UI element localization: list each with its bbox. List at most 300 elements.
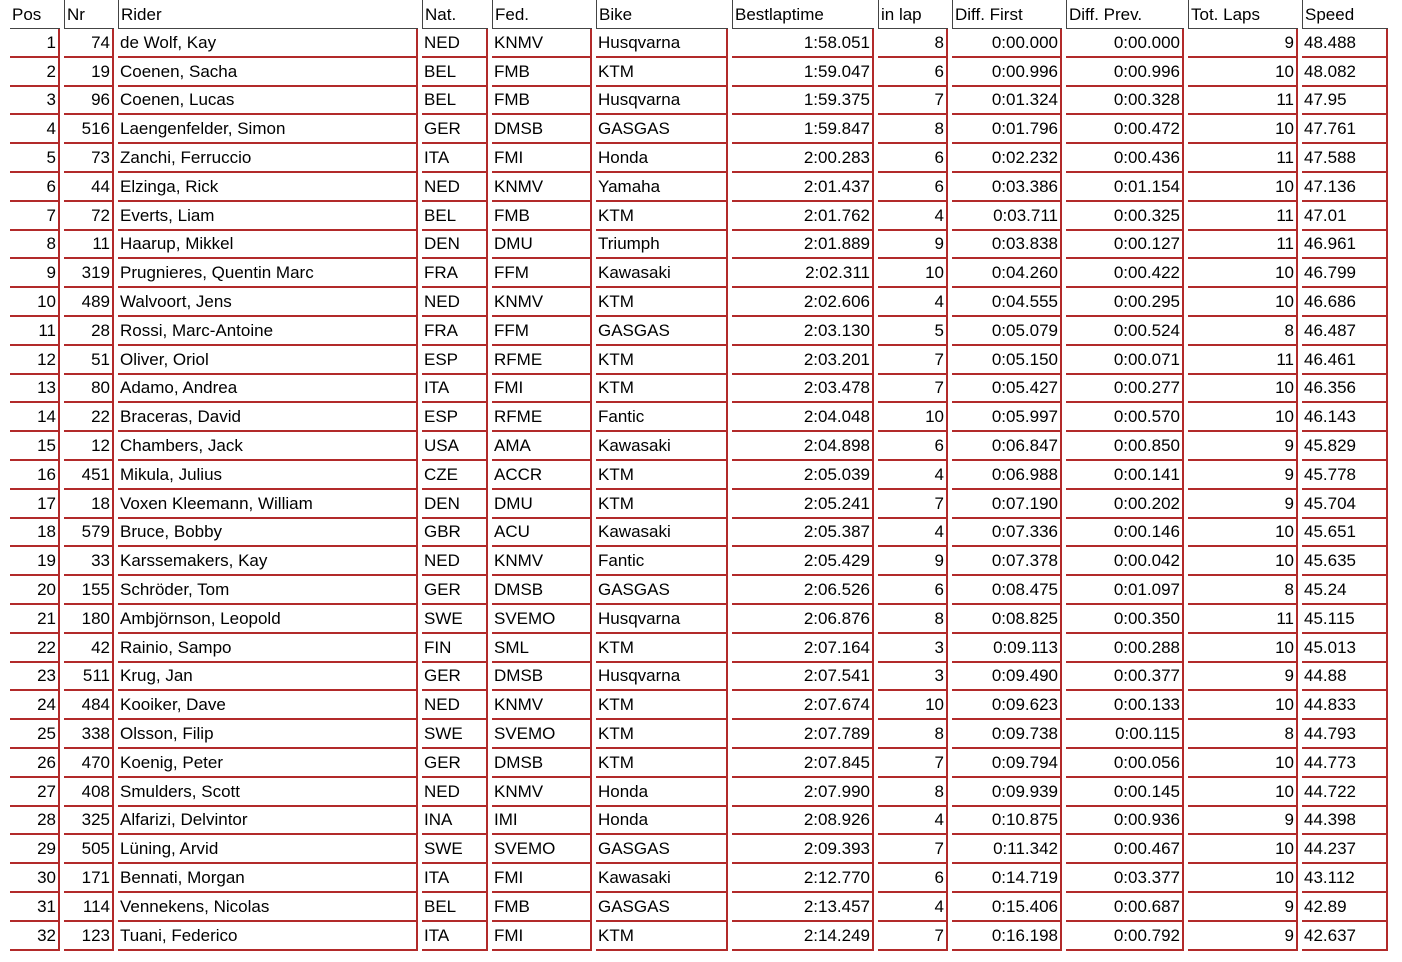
cell-diff-first: 0:07.336 [952, 519, 1062, 548]
cell-bike: Husqvarna [596, 663, 728, 692]
cell-in-lap: 6 [878, 58, 948, 87]
cell-diff-first: 0:05.997 [952, 403, 1062, 432]
cell-in-lap: 10 [878, 691, 948, 720]
cell-diff-prev: 0:00.056 [1066, 749, 1184, 778]
cell-nat: FIN [422, 634, 488, 663]
cell-diff-prev: 0:00.146 [1066, 519, 1184, 548]
cell-nr: 74 [64, 29, 114, 58]
table-row [10, 346, 1388, 375]
cell-nr: 44 [64, 173, 114, 202]
cell-diff-prev: 0:00.524 [1066, 317, 1184, 346]
cell-diff-prev: 0:00.000 [1066, 29, 1184, 58]
cell-tot-laps: 10 [1188, 835, 1298, 864]
cell-speed: 46.356 [1302, 375, 1388, 404]
cell-diff-first: 0:04.555 [952, 288, 1062, 317]
cell-rider: Lüning, Arvid [118, 835, 418, 864]
cell-pos: 23 [10, 663, 60, 692]
cell-diff-first: 0:10.875 [952, 807, 1062, 836]
cell-nat: BEL [422, 893, 488, 922]
cell-bestlaptime: 1:59.847 [732, 115, 874, 144]
cell-bike: Kawasaki [596, 259, 728, 288]
cell-diff-first: 0:09.623 [952, 691, 1062, 720]
cell-speed: 44.833 [1302, 691, 1388, 720]
cell-bike: GASGAS [596, 835, 728, 864]
cell-bestlaptime: 2:09.393 [732, 835, 874, 864]
cell-pos: 1 [10, 29, 60, 58]
cell-speed: 46.799 [1302, 259, 1388, 288]
cell-pos: 16 [10, 461, 60, 490]
cell-bestlaptime: 2:03.478 [732, 375, 874, 404]
table-row [10, 144, 1388, 173]
cell-nr: 114 [64, 893, 114, 922]
cell-speed: 47.01 [1302, 202, 1388, 231]
cell-bestlaptime: 2:05.039 [732, 461, 874, 490]
cell-diff-first: 0:09.939 [952, 778, 1062, 807]
cell-nr: 123 [64, 922, 114, 951]
cell-diff-first: 0:00.000 [952, 29, 1062, 58]
cell-diff-prev: 0:00.996 [1066, 58, 1184, 87]
cell-in-lap: 4 [878, 461, 948, 490]
cell-diff-first: 0:03.838 [952, 231, 1062, 260]
cell-speed: 47.588 [1302, 144, 1388, 173]
cell-in-lap: 7 [878, 835, 948, 864]
cell-bike: KTM [596, 375, 728, 404]
cell-rider: Mikula, Julius [118, 461, 418, 490]
cell-rider: Ambjörnson, Leopold [118, 605, 418, 634]
cell-bike: KTM [596, 58, 728, 87]
cell-diff-first: 0:16.198 [952, 922, 1062, 951]
cell-in-lap: 4 [878, 202, 948, 231]
cell-in-lap: 6 [878, 864, 948, 893]
cell-nat: BEL [422, 58, 488, 87]
cell-speed: 46.461 [1302, 346, 1388, 375]
cell-in-lap: 8 [878, 605, 948, 634]
cell-speed: 45.013 [1302, 634, 1388, 663]
cell-speed: 46.487 [1302, 317, 1388, 346]
cell-nat: ESP [422, 346, 488, 375]
cell-fed: FMI [492, 922, 592, 951]
cell-bike: Kawasaki [596, 432, 728, 461]
cell-in-lap: 7 [878, 922, 948, 951]
cell-fed: FFM [492, 259, 592, 288]
cell-tot-laps: 9 [1188, 663, 1298, 692]
cell-diff-first: 0:09.490 [952, 663, 1062, 692]
cell-in-lap: 3 [878, 634, 948, 663]
cell-rider: Koenig, Peter [118, 749, 418, 778]
cell-tot-laps: 10 [1188, 58, 1298, 87]
cell-speed: 42.637 [1302, 922, 1388, 951]
cell-bike: Honda [596, 778, 728, 807]
table-row [10, 490, 1388, 519]
cell-fed: FMB [492, 202, 592, 231]
header-col-diff-first: Diff. First [952, 0, 1062, 29]
table-row [10, 576, 1388, 605]
cell-diff-prev: 0:00.436 [1066, 144, 1184, 173]
cell-tot-laps: 10 [1188, 749, 1298, 778]
cell-in-lap: 8 [878, 778, 948, 807]
table-row [10, 432, 1388, 461]
cell-fed: DMSB [492, 576, 592, 605]
cell-pos: 5 [10, 144, 60, 173]
cell-in-lap: 6 [878, 576, 948, 605]
cell-bestlaptime: 1:59.047 [732, 58, 874, 87]
cell-tot-laps: 11 [1188, 231, 1298, 260]
cell-pos: 12 [10, 346, 60, 375]
cell-rider: Adamo, Andrea [118, 375, 418, 404]
cell-diff-first: 0:09.738 [952, 720, 1062, 749]
table-row [10, 87, 1388, 116]
cell-speed: 47.95 [1302, 87, 1388, 116]
cell-rider: Braceras, David [118, 403, 418, 432]
cell-diff-prev: 0:00.141 [1066, 461, 1184, 490]
table-row [10, 720, 1388, 749]
table-row [10, 922, 1388, 951]
cell-bike: Fantic [596, 403, 728, 432]
cell-diff-first: 0:06.847 [952, 432, 1062, 461]
cell-diff-prev: 0:00.570 [1066, 403, 1184, 432]
results-table [6, 0, 1392, 951]
cell-speed: 45.778 [1302, 461, 1388, 490]
cell-bestlaptime: 2:06.876 [732, 605, 874, 634]
cell-in-lap: 8 [878, 720, 948, 749]
cell-diff-prev: 0:01.097 [1066, 576, 1184, 605]
cell-diff-first: 0:14.719 [952, 864, 1062, 893]
cell-tot-laps: 9 [1188, 29, 1298, 58]
cell-bike: KTM [596, 749, 728, 778]
cell-nat: NED [422, 288, 488, 317]
cell-bestlaptime: 2:08.926 [732, 807, 874, 836]
cell-speed: 48.082 [1302, 58, 1388, 87]
cell-speed: 48.488 [1302, 29, 1388, 58]
header-col-bestlaptime: Bestlaptime [732, 0, 874, 29]
cell-nat: SWE [422, 720, 488, 749]
cell-diff-first: 0:08.475 [952, 576, 1062, 605]
cell-diff-first: 0:06.988 [952, 461, 1062, 490]
cell-nr: 579 [64, 519, 114, 548]
cell-bestlaptime: 2:07.541 [732, 663, 874, 692]
cell-bike: Yamaha [596, 173, 728, 202]
cell-speed: 44.398 [1302, 807, 1388, 836]
table-row [10, 893, 1388, 922]
table-row [10, 634, 1388, 663]
cell-bike: GASGAS [596, 317, 728, 346]
cell-pos: 10 [10, 288, 60, 317]
cell-diff-first: 0:05.079 [952, 317, 1062, 346]
cell-nat: GBR [422, 519, 488, 548]
table-row [10, 317, 1388, 346]
cell-bestlaptime: 2:03.130 [732, 317, 874, 346]
cell-tot-laps: 11 [1188, 605, 1298, 634]
cell-fed: KNMV [492, 288, 592, 317]
cell-fed: RFME [492, 346, 592, 375]
cell-tot-laps: 11 [1188, 202, 1298, 231]
cell-diff-prev: 0:00.288 [1066, 634, 1184, 663]
cell-rider: Bennati, Morgan [118, 864, 418, 893]
cell-nr: 325 [64, 807, 114, 836]
cell-nr: 33 [64, 547, 114, 576]
cell-nat: INA [422, 807, 488, 836]
cell-speed: 45.651 [1302, 519, 1388, 548]
cell-pos: 28 [10, 807, 60, 836]
cell-nr: 28 [64, 317, 114, 346]
table-row [10, 58, 1388, 87]
cell-in-lap: 6 [878, 173, 948, 202]
cell-rider: Smulders, Scott [118, 778, 418, 807]
cell-fed: KNMV [492, 29, 592, 58]
cell-in-lap: 9 [878, 547, 948, 576]
cell-nr: 516 [64, 115, 114, 144]
cell-fed: FMB [492, 893, 592, 922]
cell-pos: 17 [10, 490, 60, 519]
cell-diff-first: 0:02.232 [952, 144, 1062, 173]
cell-bestlaptime: 2:13.457 [732, 893, 874, 922]
cell-tot-laps: 10 [1188, 115, 1298, 144]
cell-pos: 20 [10, 576, 60, 605]
cell-speed: 47.761 [1302, 115, 1388, 144]
cell-diff-first: 0:15.406 [952, 893, 1062, 922]
cell-speed: 44.237 [1302, 835, 1388, 864]
cell-speed: 45.829 [1302, 432, 1388, 461]
table-row [10, 864, 1388, 893]
cell-nat: NED [422, 691, 488, 720]
cell-nr: 18 [64, 490, 114, 519]
table-row [10, 663, 1388, 692]
cell-diff-first: 0:09.113 [952, 634, 1062, 663]
cell-bestlaptime: 2:02.311 [732, 259, 874, 288]
cell-rider: Krug, Jan [118, 663, 418, 692]
cell-nr: 155 [64, 576, 114, 605]
cell-tot-laps: 11 [1188, 144, 1298, 173]
header-col-pos: Pos [10, 0, 60, 29]
cell-diff-first: 0:00.996 [952, 58, 1062, 87]
cell-in-lap: 4 [878, 288, 948, 317]
cell-nr: 96 [64, 87, 114, 116]
cell-bestlaptime: 2:05.429 [732, 547, 874, 576]
cell-bike: Fantic [596, 547, 728, 576]
cell-bestlaptime: 2:02.606 [732, 288, 874, 317]
cell-in-lap: 7 [878, 490, 948, 519]
cell-bike: Honda [596, 144, 728, 173]
cell-tot-laps: 9 [1188, 461, 1298, 490]
table-row [10, 691, 1388, 720]
cell-rider: Bruce, Bobby [118, 519, 418, 548]
cell-pos: 27 [10, 778, 60, 807]
cell-speed: 46.686 [1302, 288, 1388, 317]
cell-bike: Husqvarna [596, 29, 728, 58]
cell-nat: SWE [422, 835, 488, 864]
cell-diff-prev: 0:00.145 [1066, 778, 1184, 807]
cell-nr: 505 [64, 835, 114, 864]
cell-bike: KTM [596, 720, 728, 749]
cell-diff-prev: 0:01.154 [1066, 173, 1184, 202]
cell-tot-laps: 10 [1188, 403, 1298, 432]
cell-bike: KTM [596, 288, 728, 317]
table-header [10, 0, 1388, 29]
cell-bestlaptime: 2:05.241 [732, 490, 874, 519]
cell-pos: 2 [10, 58, 60, 87]
cell-nr: 73 [64, 144, 114, 173]
cell-bestlaptime: 1:58.051 [732, 29, 874, 58]
cell-pos: 9 [10, 259, 60, 288]
cell-rider: Laengenfelder, Simon [118, 115, 418, 144]
cell-speed: 45.704 [1302, 490, 1388, 519]
cell-bestlaptime: 2:07.990 [732, 778, 874, 807]
cell-tot-laps: 10 [1188, 634, 1298, 663]
cell-bike: GASGAS [596, 576, 728, 605]
cell-rider: Everts, Liam [118, 202, 418, 231]
cell-pos: 4 [10, 115, 60, 144]
cell-nat: GER [422, 115, 488, 144]
cell-pos: 19 [10, 547, 60, 576]
cell-fed: DMU [492, 231, 592, 260]
cell-nr: 180 [64, 605, 114, 634]
cell-fed: FMI [492, 864, 592, 893]
table-row [10, 461, 1388, 490]
table-row [10, 288, 1388, 317]
cell-fed: FFM [492, 317, 592, 346]
cell-diff-prev: 0:00.202 [1066, 490, 1184, 519]
cell-bike: Kawasaki [596, 864, 728, 893]
cell-tot-laps: 10 [1188, 259, 1298, 288]
cell-rider: Coenen, Sacha [118, 58, 418, 87]
cell-nr: 12 [64, 432, 114, 461]
cell-fed: KNMV [492, 691, 592, 720]
table-row [10, 403, 1388, 432]
cell-nr: 470 [64, 749, 114, 778]
cell-in-lap: 8 [878, 115, 948, 144]
cell-diff-first: 0:11.342 [952, 835, 1062, 864]
cell-nat: SWE [422, 605, 488, 634]
cell-bestlaptime: 1:59.375 [732, 87, 874, 116]
cell-nr: 22 [64, 403, 114, 432]
cell-rider: Elzinga, Rick [118, 173, 418, 202]
cell-fed: KNMV [492, 173, 592, 202]
cell-diff-first: 0:01.796 [952, 115, 1062, 144]
cell-pos: 24 [10, 691, 60, 720]
cell-tot-laps: 10 [1188, 288, 1298, 317]
table-body [10, 29, 1388, 951]
cell-rider: Coenen, Lucas [118, 87, 418, 116]
cell-fed: FMI [492, 144, 592, 173]
cell-fed: ACCR [492, 461, 592, 490]
table-row [10, 605, 1388, 634]
cell-diff-prev: 0:00.133 [1066, 691, 1184, 720]
cell-tot-laps: 10 [1188, 519, 1298, 548]
cell-nat: NED [422, 173, 488, 202]
cell-diff-first: 0:03.386 [952, 173, 1062, 202]
header-row [10, 0, 1388, 29]
cell-rider: Walvoort, Jens [118, 288, 418, 317]
cell-pos: 22 [10, 634, 60, 663]
cell-pos: 14 [10, 403, 60, 432]
cell-nat: GER [422, 576, 488, 605]
cell-pos: 3 [10, 87, 60, 116]
cell-bestlaptime: 2:04.898 [732, 432, 874, 461]
cell-tot-laps: 9 [1188, 893, 1298, 922]
cell-bestlaptime: 2:00.283 [732, 144, 874, 173]
cell-nat: ITA [422, 864, 488, 893]
header-col-nr: Nr [64, 0, 114, 29]
cell-in-lap: 6 [878, 432, 948, 461]
cell-tot-laps: 9 [1188, 807, 1298, 836]
table-row [10, 173, 1388, 202]
table-row [10, 778, 1388, 807]
cell-tot-laps: 10 [1188, 375, 1298, 404]
cell-speed: 44.773 [1302, 749, 1388, 778]
cell-nat: USA [422, 432, 488, 461]
cell-speed: 44.793 [1302, 720, 1388, 749]
cell-fed: DMSB [492, 115, 592, 144]
cell-in-lap: 8 [878, 29, 948, 58]
cell-fed: SML [492, 634, 592, 663]
cell-bike: KTM [596, 346, 728, 375]
cell-bestlaptime: 2:07.789 [732, 720, 874, 749]
cell-nr: 80 [64, 375, 114, 404]
cell-tot-laps: 10 [1188, 778, 1298, 807]
cell-nat: ESP [422, 403, 488, 432]
header-col-bike: Bike [596, 0, 728, 29]
cell-bike: Husqvarna [596, 87, 728, 116]
cell-bike: Husqvarna [596, 605, 728, 634]
table-row [10, 231, 1388, 260]
cell-bestlaptime: 2:01.437 [732, 173, 874, 202]
cell-fed: KNMV [492, 778, 592, 807]
cell-diff-first: 0:03.711 [952, 202, 1062, 231]
cell-diff-prev: 0:00.687 [1066, 893, 1184, 922]
cell-bike: KTM [596, 490, 728, 519]
cell-speed: 42.89 [1302, 893, 1388, 922]
table-row [10, 835, 1388, 864]
cell-speed: 43.112 [1302, 864, 1388, 893]
cell-speed: 44.722 [1302, 778, 1388, 807]
cell-tot-laps: 8 [1188, 720, 1298, 749]
cell-tot-laps: 10 [1188, 173, 1298, 202]
cell-rider: de Wolf, Kay [118, 29, 418, 58]
cell-fed: FMB [492, 58, 592, 87]
cell-in-lap: 4 [878, 519, 948, 548]
cell-fed: IMI [492, 807, 592, 836]
cell-in-lap: 10 [878, 403, 948, 432]
cell-rider: Olsson, Filip [118, 720, 418, 749]
cell-diff-prev: 0:00.127 [1066, 231, 1184, 260]
cell-fed: RFME [492, 403, 592, 432]
cell-diff-first: 0:05.150 [952, 346, 1062, 375]
cell-pos: 29 [10, 835, 60, 864]
cell-bestlaptime: 2:06.526 [732, 576, 874, 605]
cell-nat: ITA [422, 922, 488, 951]
cell-speed: 45.115 [1302, 605, 1388, 634]
cell-fed: AMA [492, 432, 592, 461]
table-row [10, 375, 1388, 404]
cell-bike: KTM [596, 922, 728, 951]
cell-pos: 11 [10, 317, 60, 346]
cell-speed: 46.143 [1302, 403, 1388, 432]
cell-speed: 44.88 [1302, 663, 1388, 692]
cell-tot-laps: 8 [1188, 576, 1298, 605]
cell-bestlaptime: 2:01.762 [732, 202, 874, 231]
cell-bestlaptime: 2:05.387 [732, 519, 874, 548]
table-row [10, 202, 1388, 231]
cell-pos: 31 [10, 893, 60, 922]
cell-nr: 489 [64, 288, 114, 317]
cell-nat: GER [422, 663, 488, 692]
cell-nr: 51 [64, 346, 114, 375]
cell-speed: 45.635 [1302, 547, 1388, 576]
cell-pos: 32 [10, 922, 60, 951]
cell-fed: SVEMO [492, 720, 592, 749]
cell-pos: 8 [10, 231, 60, 260]
cell-nr: 171 [64, 864, 114, 893]
